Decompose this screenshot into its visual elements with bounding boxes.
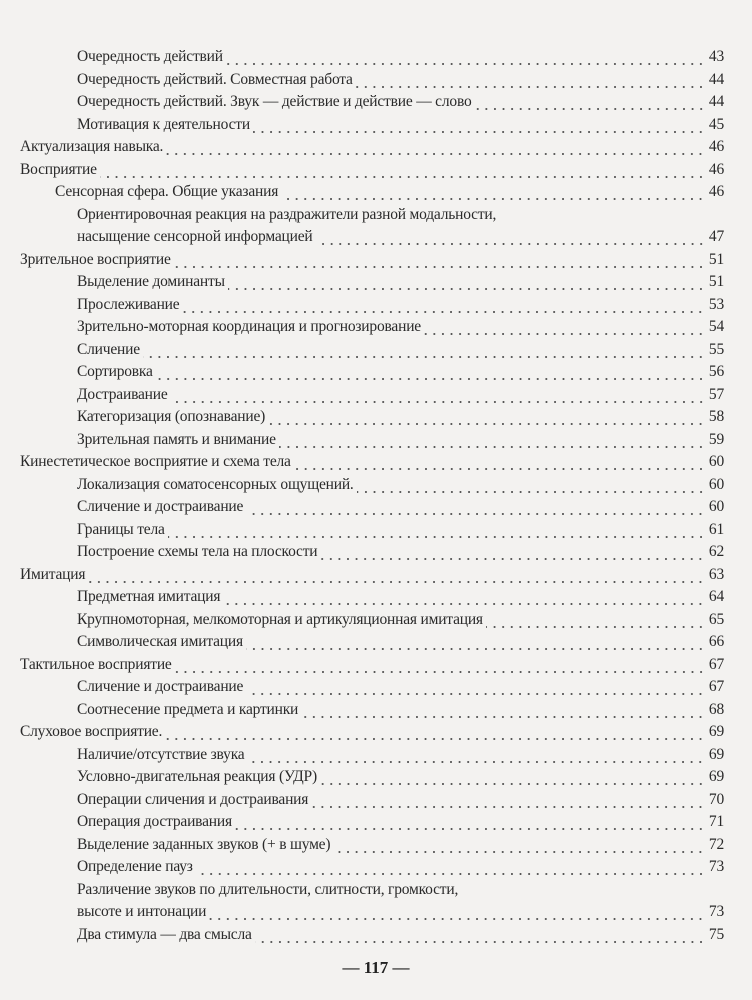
toc-entry <box>0 46 752 69</box>
dot-leader <box>424 316 705 339</box>
toc-entry-title: насыщение сенсорной информацией <box>77 228 313 245</box>
toc-entry-title: Слуховое восприятие. <box>20 723 163 740</box>
toc-entry-page: 54 <box>708 318 724 335</box>
dot-leader <box>246 631 705 654</box>
toc-entry <box>0 609 752 632</box>
table-of-contents <box>0 46 752 946</box>
toc-entry-title: Символическая имитация <box>77 633 243 650</box>
toc-entry-title: Определение пауз <box>77 858 193 875</box>
toc-entry <box>0 226 752 249</box>
dot-leader <box>268 406 705 429</box>
toc-entry-title: Различение звуков по длительности, слитности, громкости, <box>77 880 459 898</box>
toc-entry-page: 51 <box>708 273 724 290</box>
toc-entry-title: Зрительно-моторная координация и прогнозирование <box>77 318 421 335</box>
toc-entry-page: 61 <box>708 520 724 538</box>
toc-entry <box>0 181 752 204</box>
dot-leader <box>182 294 705 317</box>
toc-entry-page: 69 <box>708 723 724 740</box>
dot-leader <box>333 834 705 857</box>
toc-entry <box>0 249 752 272</box>
toc-entry-title: Наличие/отсутствие звука <box>77 745 245 763</box>
toc-entry-page: 67 <box>708 678 724 695</box>
toc-entry-page: 59 <box>708 430 724 448</box>
toc-entry-title: Сличение <box>77 340 140 358</box>
dot-leader <box>156 361 705 384</box>
toc-entry <box>0 91 752 114</box>
dot-leader <box>294 451 705 474</box>
dot-leader <box>228 271 705 294</box>
toc-entry <box>0 676 752 699</box>
dot-leader <box>168 519 705 542</box>
toc-entry-title: Условно-двигательная реакция (УДР) <box>77 768 317 785</box>
toc-entry-page: 68 <box>708 700 724 718</box>
toc-entry <box>0 856 752 879</box>
toc-entry-page: 46 <box>708 138 724 155</box>
dot-leader <box>253 114 705 137</box>
toc-entry-page: 66 <box>708 633 724 650</box>
toc-entry <box>0 721 752 744</box>
toc-entry-page: 57 <box>708 385 724 403</box>
toc-entry-title: Категоризация (опознавание) <box>77 408 266 425</box>
toc-entry <box>0 316 752 339</box>
dot-leader <box>316 226 705 249</box>
toc-entry-title: Выделение доминанты <box>77 273 225 290</box>
toc-entry-title: Операции сличения и достраивания <box>77 790 309 808</box>
toc-entry <box>0 384 752 407</box>
dot-leader <box>247 744 705 767</box>
toc-entry-title: Крупномоторная, мелкомоторная и артикуляционная имитация <box>77 610 483 628</box>
toc-entry <box>0 159 752 182</box>
toc-entry-title: Построение схемы тела на плоскости <box>77 543 318 560</box>
dot-leader <box>171 384 705 407</box>
toc-entry-page: 46 <box>708 183 724 200</box>
toc-entry-title: Сенсорная сфера. Общие указания <box>55 183 279 200</box>
toc-entry-title: Очередность действий. Совместная работа <box>77 70 353 88</box>
toc-entry-title: Два стимула — два смысла <box>77 925 252 943</box>
toc-entry <box>0 429 752 452</box>
toc-entry-page: 60 <box>708 498 724 515</box>
toc-entry-page: 73 <box>708 903 724 920</box>
toc-entry <box>0 541 752 564</box>
toc-entry <box>0 136 752 159</box>
dot-leader <box>486 609 705 632</box>
toc-entry-title: Тактильное восприятие <box>20 655 172 673</box>
toc-entry-page: 62 <box>708 543 724 560</box>
toc-entry-page: 71 <box>708 813 724 830</box>
dot-leader <box>235 811 705 834</box>
toc-entry-title: Операция достраивания <box>77 813 232 830</box>
dot-leader <box>100 159 705 182</box>
toc-entry <box>0 519 752 542</box>
dot-leader <box>143 339 705 362</box>
toc-entry-title: Имитация <box>20 565 86 583</box>
dot-leader <box>226 46 705 69</box>
toc-entry-page: 53 <box>708 295 724 313</box>
dot-leader <box>301 699 705 722</box>
toc-entry-title: Достраивание <box>77 385 168 403</box>
toc-entry-page: 60 <box>708 453 724 470</box>
toc-entry <box>0 474 752 497</box>
toc-entry-title: Сортировка <box>77 363 153 380</box>
toc-entry-title: Кинестетическое восприятие и схема тела <box>20 453 291 470</box>
dot-leader <box>461 879 705 902</box>
dot-leader <box>499 204 705 227</box>
toc-entry-title: Ориентировочная реакция на раздражители разной модальности, <box>77 205 497 223</box>
toc-entry <box>0 654 752 677</box>
toc-entry <box>0 811 752 834</box>
toc-entry <box>0 204 752 227</box>
toc-entry-page: 70 <box>708 790 724 808</box>
toc-entry-page: 47 <box>708 228 724 245</box>
toc-entry-title: Очередность действий. Звук — действие и действие — слово <box>77 93 472 110</box>
toc-entry-page: 44 <box>708 70 724 88</box>
toc-entry <box>0 361 752 384</box>
toc-entry-title: Актуализация навыка. <box>20 138 164 155</box>
dot-leader <box>311 789 705 812</box>
toc-entry <box>0 564 752 587</box>
dot-leader <box>166 136 705 159</box>
dot-leader <box>246 676 705 699</box>
toc-entry-page: 60 <box>708 475 724 493</box>
dot-leader <box>196 856 705 879</box>
page-number: — 117 — <box>342 958 410 977</box>
toc-entry-title: Соотнесение предмета и картинки <box>77 700 299 718</box>
toc-entry <box>0 451 752 474</box>
dot-leader <box>281 181 705 204</box>
dot-leader <box>246 496 705 519</box>
dot-leader <box>279 429 705 452</box>
toc-entry-title: Прослеживание <box>77 295 180 313</box>
toc-entry <box>0 789 752 812</box>
toc-entry <box>0 766 752 789</box>
toc-entry-page: 69 <box>708 745 724 763</box>
toc-entry <box>0 271 752 294</box>
toc-entry-page: 58 <box>708 408 724 425</box>
toc-entry-title: Локализация соматосенсорных ощущений. <box>77 475 354 493</box>
dot-leader <box>165 721 705 744</box>
toc-entry <box>0 339 752 362</box>
toc-entry <box>0 901 752 924</box>
toc-entry-title: Предметная имитация <box>77 588 221 605</box>
toc-entry <box>0 924 752 947</box>
dot-leader <box>209 901 705 924</box>
toc-entry-page: 55 <box>708 340 724 358</box>
dot-leader <box>320 766 705 789</box>
toc-entry <box>0 294 752 317</box>
toc-entry-page: 67 <box>708 655 724 673</box>
toc-entry <box>0 699 752 722</box>
dot-leader <box>175 654 705 677</box>
toc-entry-page: 45 <box>708 115 724 133</box>
toc-entry-page: 72 <box>708 835 724 853</box>
toc-entry-page: 43 <box>708 48 724 65</box>
toc-entry-title: Выделение заданных звуков (+ в шуме) <box>77 835 331 853</box>
toc-entry-title: Сличение и достраивание <box>77 678 244 695</box>
toc-entry-page: 56 <box>708 363 724 380</box>
toc-entry-title: Границы тела <box>77 520 165 538</box>
toc-entry-title: Восприятие <box>20 160 97 178</box>
dot-leader <box>88 564 705 587</box>
toc-entry-page: 46 <box>708 160 724 178</box>
toc-entry-title: Сличение и достраивание <box>77 498 244 515</box>
toc-entry-title: высоте и интонации <box>77 903 207 920</box>
toc-entry <box>0 834 752 857</box>
toc-entry-title: Зрительная память и внимание <box>77 430 276 448</box>
dot-leader <box>320 541 705 564</box>
toc-entry <box>0 496 752 519</box>
dot-leader <box>174 249 705 272</box>
toc-entry <box>0 406 752 429</box>
toc-entry <box>0 114 752 137</box>
toc-entry <box>0 879 752 902</box>
toc-entry-page: 73 <box>708 858 724 875</box>
toc-entry-title: Очередность действий <box>77 48 223 65</box>
toc-entry-page: 75 <box>708 925 724 943</box>
toc-entry <box>0 744 752 767</box>
dot-leader <box>255 924 705 947</box>
dot-leader <box>356 69 705 92</box>
dot-leader <box>475 91 705 114</box>
dot-leader <box>357 474 705 497</box>
toc-entry <box>0 586 752 609</box>
toc-entry-title: Мотивация к деятельности <box>77 115 250 133</box>
toc-entry-page: 65 <box>708 610 724 628</box>
toc-entry <box>0 69 752 92</box>
toc-entry-page: 44 <box>708 93 724 110</box>
toc-entry-page: 63 <box>708 565 724 583</box>
toc-entry-page: 69 <box>708 768 724 785</box>
toc-entry-page: 64 <box>708 588 724 605</box>
toc-entry <box>0 631 752 654</box>
dot-leader <box>223 586 705 609</box>
toc-entry-title: Зрительное восприятие <box>20 250 171 268</box>
toc-entry-page: 51 <box>708 250 724 268</box>
